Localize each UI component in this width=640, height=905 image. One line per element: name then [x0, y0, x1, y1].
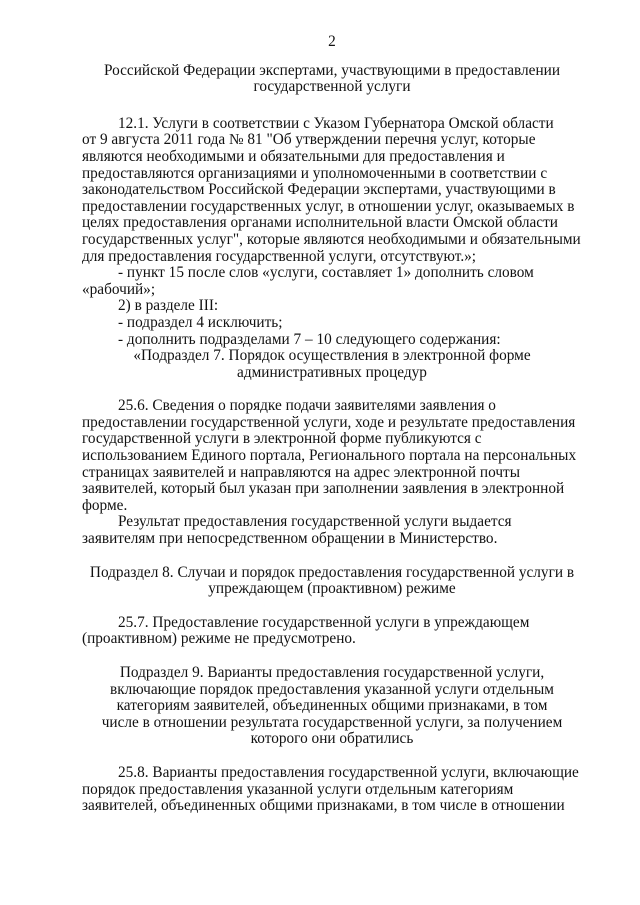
heading-line: упреждающем (проактивном) режиме [208, 580, 456, 598]
paragraph-line: «рабочий»; [82, 280, 156, 298]
paragraph-line: заявителей, объединенных общими признаками, в том числе в отношении [82, 797, 565, 815]
paragraph-line: заявителям при непосредственном обращении в Министерство. [82, 530, 498, 548]
paragraph-line: заявителей, который был указан при заполнении заявления в электронной [82, 480, 565, 498]
paragraph-line: для предоставления государственной услуги, отсутствуют.»; [82, 247, 477, 265]
paragraph-line: страницах заявителей и направляются на адрес электронной почты [82, 463, 520, 481]
heading-line: которого они обратились [250, 730, 414, 748]
heading-line: административных процедур [237, 363, 427, 381]
paragraph-line: порядок предоставления указанной услуги отдельным категориям [82, 780, 514, 798]
intro-heading-line: государственной услуги [253, 78, 411, 96]
paragraph-12-1 [82, 116, 582, 265]
heading-line: «Подраздел 7. Порядок осуществления в электронной форме [133, 347, 531, 365]
intro-heading [82, 63, 582, 96]
remove-subsection-4: - подраздел 4 исключить; [118, 313, 283, 331]
paragraph-line: предоставлении государственной услуги, ходе и результате предоставления [82, 413, 576, 431]
heading-line: числе в отношении результата государственной услуги, за получением [101, 713, 563, 731]
subsection-7-heading [82, 348, 582, 381]
paragraph-line: Результат предоставления государственной услуги выдается [118, 513, 512, 531]
paragraph-line: предоставлении государственных услуг, в отношении услуг, оказываемых в [82, 197, 575, 215]
heading-line: категориям заявителей, объединенных общими признаками, в том [116, 697, 548, 715]
paragraph-line: целях предоставления органами исполнительной власти Омской области [82, 214, 558, 232]
paragraph-25-7 [82, 615, 582, 648]
paragraph-line: - пункт 15 после слов «услуги, составляет 1» дополнить словом [118, 264, 534, 282]
heading-line: Подраздел 8. Случаи и порядок предоставления государственной услуги в [89, 563, 575, 581]
subsection-9-heading [82, 665, 582, 748]
paragraph-line: предоставляются организациями и уполномоченными в соответствии с [82, 164, 548, 182]
paragraph-line: законодательством Российской Федерации экспертами, участвующими в [82, 181, 556, 199]
paragraph-line: (проактивном) режиме не предусмотрено. [82, 630, 356, 648]
paragraph-line: государственной услуги в электронной форме публикуются с [82, 430, 482, 448]
paragraph-line: являются необходимыми и обязательными для предоставления и [82, 147, 505, 165]
subsection-8-heading [82, 565, 582, 598]
item-15-amendment [82, 265, 582, 298]
result-paragraph [82, 514, 582, 547]
intro-heading-line: Российской Федерации экспертами, участвующими в предоставлении [103, 61, 561, 79]
heading-line: Подраздел 9. Варианты предоставления государственной услуги, [119, 664, 545, 681]
paragraph-25-8 [82, 765, 582, 815]
section-3-label: 2) в разделе III: [118, 297, 219, 315]
paragraph-line: 25.8. Варианты предоставления государственной услуги, включающие [118, 763, 579, 781]
paragraph-line: от 9 августа 2011 года № 81 "Об утверждении перечня услуг, которые [82, 131, 536, 149]
add-subsections: - дополнить подразделами 7 – 10 следующего содержания: [118, 330, 501, 348]
paragraph-line: 12.1. Услуги в соответствии с Указом Губернатора Омской области [118, 114, 554, 132]
paragraph-line: 25.7. Предоставление государственной услуги в упреждающем [118, 613, 530, 631]
page-number: 2 [328, 33, 336, 50]
paragraph-line: использованием Единого портала, Регионального портала на персональных [82, 447, 577, 465]
paragraph-line: 25.6. Сведения о порядке подачи заявителями заявления о [118, 397, 496, 415]
paragraph-line: форме. [82, 496, 128, 514]
heading-line: включающие порядок предоставления указанной услуги отдельным [110, 680, 554, 698]
paragraph-line: государственных услуг", которые являются необходимыми и обязательными [82, 230, 581, 248]
document-page [82, 34, 582, 815]
paragraph-25-6 [82, 398, 582, 514]
